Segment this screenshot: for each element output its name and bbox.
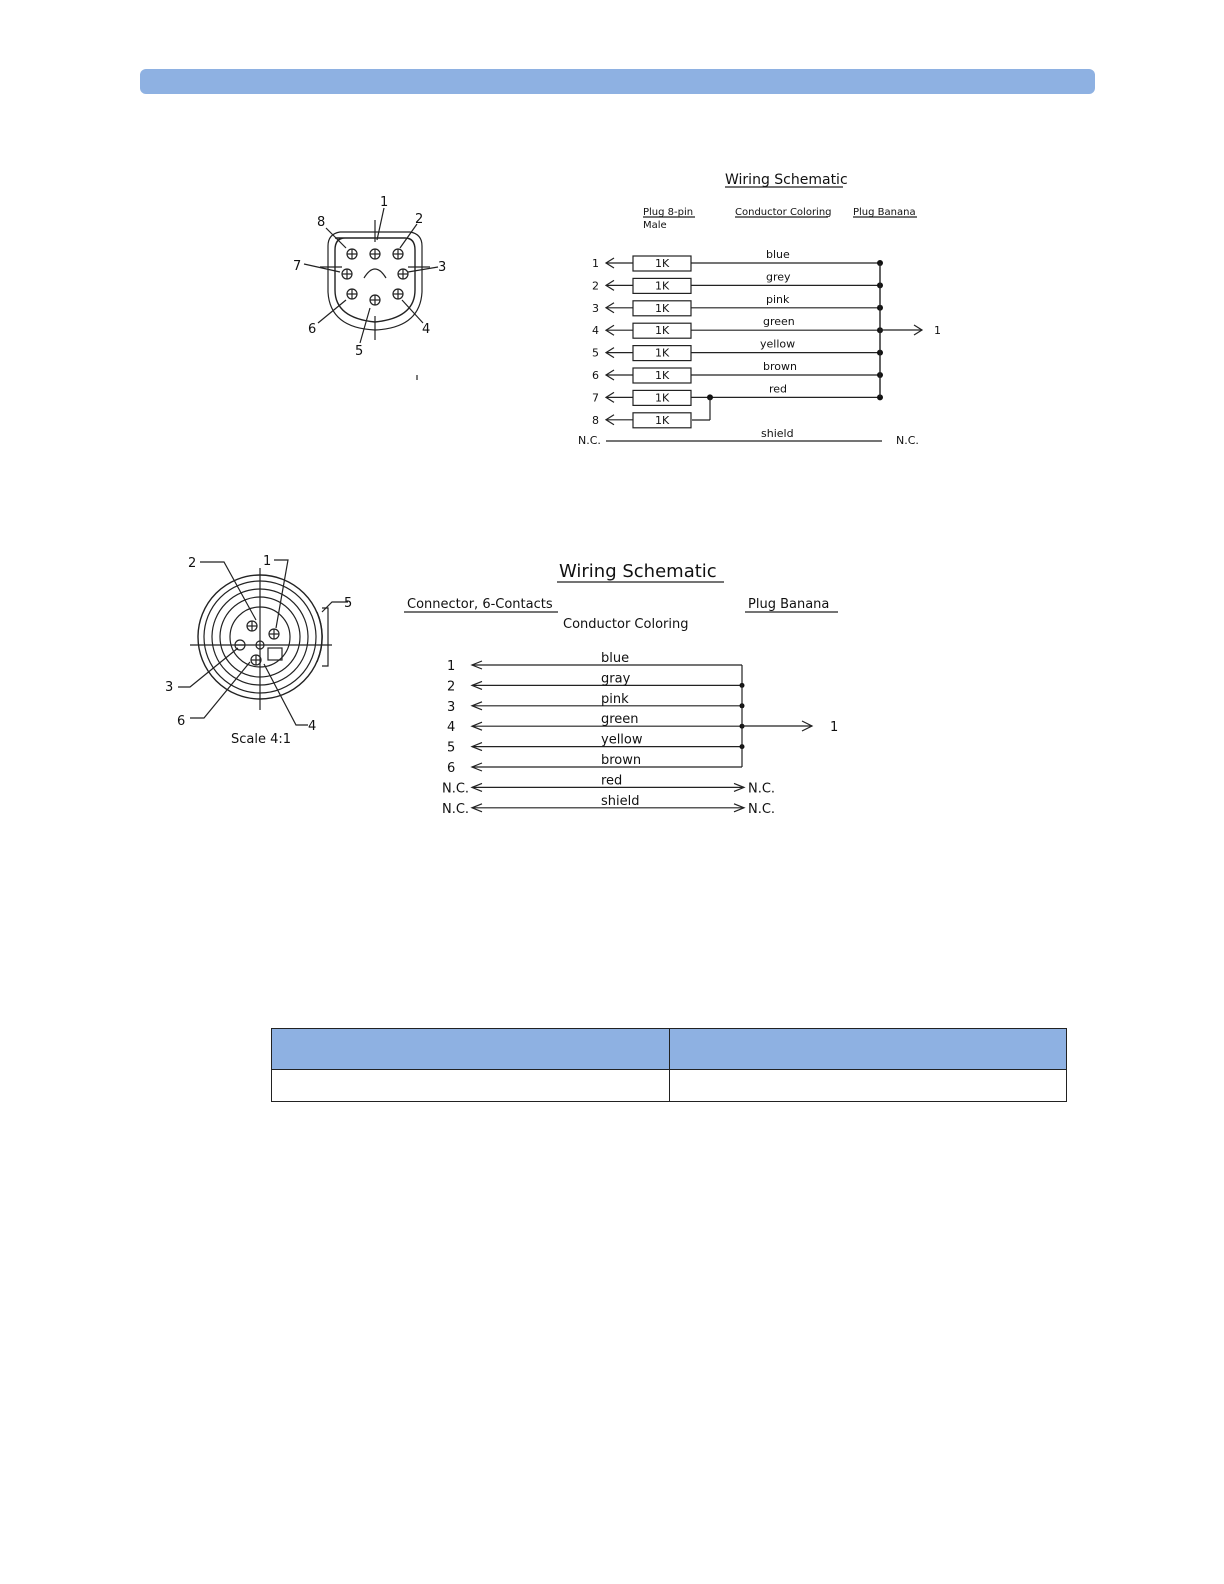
- conductor-color-label: pink: [766, 292, 790, 306]
- info-table: [271, 1028, 1067, 1102]
- contact-label: 5: [344, 596, 353, 611]
- pin-circles: [342, 249, 408, 305]
- conductor-color-label: grey: [766, 270, 791, 284]
- pin-label: 5: [355, 344, 364, 359]
- shield-nc-left: N.C.: [578, 434, 601, 447]
- resistor-label: 1K: [655, 369, 670, 382]
- column-header-conductor: Conductor Coloring: [735, 207, 832, 218]
- pin-label: 8: [317, 215, 326, 230]
- banana-output-label: 1: [934, 324, 941, 337]
- resistor-label: 1K: [655, 346, 670, 360]
- contact-circles: [235, 621, 282, 665]
- header-bar: [140, 69, 1095, 94]
- contact-label: 2: [188, 556, 197, 571]
- table-header-cell: [669, 1029, 1067, 1070]
- resistor-label: 1K: [655, 324, 670, 338]
- table-header-row: [272, 1029, 1067, 1070]
- pin-label: 6: [308, 322, 317, 337]
- resistor-label: 1K: [655, 257, 670, 270]
- connector-6contact-drawing: [160, 550, 370, 750]
- pin-number: 3: [592, 301, 599, 315]
- pin-number: 6: [592, 369, 599, 382]
- contact-number: 4: [447, 720, 456, 736]
- contact-label: 6: [177, 714, 186, 729]
- resistor-label: 1K: [655, 279, 670, 293]
- column-header-banana: Plug Banana: [853, 207, 916, 218]
- nc-left-label: N.C.: [442, 801, 470, 817]
- pin-label: 4: [422, 322, 431, 337]
- wiring-schematic-8pin: [570, 165, 960, 455]
- contact-number: 3: [447, 699, 456, 715]
- conductor-color-label: red: [769, 382, 788, 396]
- resistor-label: 1K: [655, 301, 670, 315]
- column-header-connector: Connector, 6-Contacts: [407, 597, 553, 612]
- shield-nc-right: N.C.: [896, 434, 919, 447]
- contact-number: 6: [447, 761, 456, 776]
- column-header-plug: Plug 8-pin: [643, 207, 694, 218]
- nc-left-label: N.C.: [442, 781, 470, 797]
- wiring-schematic-6contact: [400, 555, 850, 820]
- schematic-title: Wiring Schematic: [559, 561, 717, 582]
- connector-8pin-drawing: [280, 190, 480, 390]
- nc-right-label: N.C.: [748, 801, 776, 817]
- contact-number: 5: [447, 740, 456, 756]
- conductor-color-label: shield: [601, 793, 640, 809]
- conductor-color-label: blue: [601, 651, 630, 666]
- conductor-color-label: green: [763, 315, 795, 329]
- conductor-color-label: blue: [766, 248, 790, 261]
- conductor-color-label: green: [601, 712, 639, 728]
- contact-number: 2: [447, 679, 456, 695]
- shield-label: shield: [761, 427, 794, 440]
- pin-number: 4: [592, 324, 599, 338]
- conductor-color-label: brown: [601, 753, 642, 768]
- pin-label: 3: [438, 260, 447, 275]
- column-header-plug-sub: Male: [643, 220, 667, 231]
- conductor-color-label: brown: [763, 360, 797, 373]
- nc-right-label: N.C.: [748, 781, 776, 797]
- pin-label: 2: [415, 212, 424, 227]
- column-header-conductor: Conductor Coloring: [563, 617, 689, 632]
- table-row: [272, 1070, 1067, 1102]
- resistor-label: 1K: [655, 413, 670, 427]
- resistor-label: 1K: [655, 391, 670, 405]
- table-cell: [669, 1070, 1067, 1102]
- contact-number: 1: [447, 659, 456, 674]
- pin-label: 7: [293, 259, 302, 274]
- pin-number: 5: [592, 346, 599, 360]
- pin-number: 7: [592, 391, 599, 405]
- scale-label: Scale 4:1: [231, 732, 292, 747]
- schematic-title: Wiring Schematic: [725, 172, 848, 188]
- pin-label: 1: [380, 195, 389, 210]
- conductor-color-label: yellow: [760, 337, 796, 351]
- conductor-color-label: red: [601, 773, 623, 789]
- banana-output-label: 1: [830, 720, 839, 735]
- conductor-color-label: pink: [601, 691, 629, 707]
- pin-number: 2: [592, 279, 599, 293]
- table-header-cell: [272, 1029, 670, 1070]
- pin-number: 1: [592, 257, 599, 270]
- conductor-color-label: yellow: [601, 732, 643, 748]
- column-header-banana: Plug Banana: [748, 597, 830, 612]
- conductor-color-label: gray: [601, 671, 631, 687]
- table-cell: [272, 1070, 670, 1102]
- contact-label: 1: [263, 554, 272, 569]
- contact-label: 3: [165, 680, 174, 695]
- pin-number: 8: [592, 413, 599, 427]
- contact-label: 4: [308, 719, 317, 734]
